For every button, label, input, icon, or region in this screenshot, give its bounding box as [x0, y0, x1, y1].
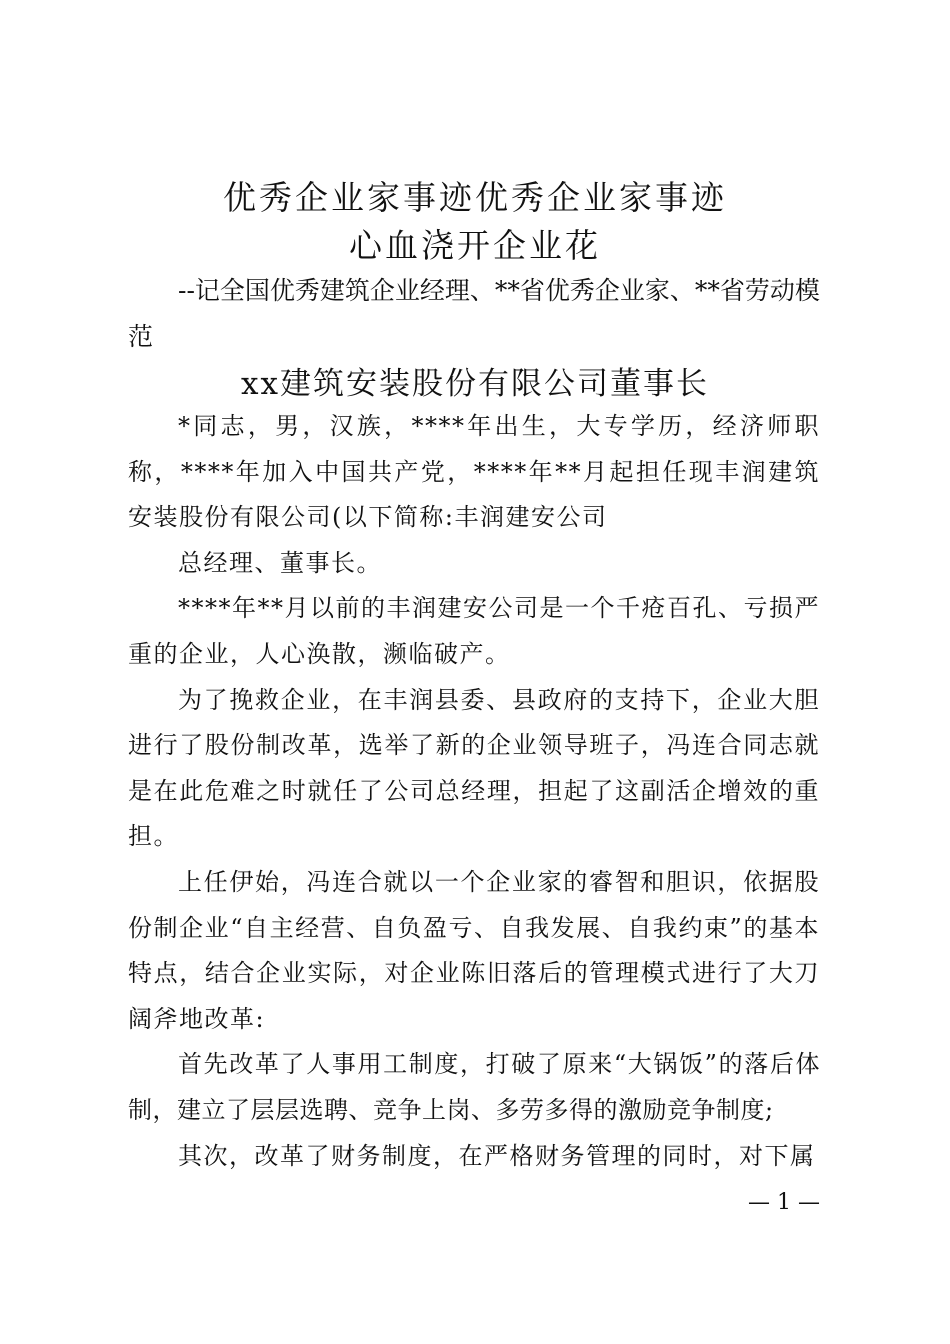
document-body — [128, 404, 820, 1179]
page-number: — 1 — — [748, 1190, 820, 1215]
paragraph: 其次，改革了财务制度，在严格财务管理的同时，对下属 — [178, 1141, 816, 1170]
paragraph: 上任伊始，冯连合就以一个企业家的睿智和胆识，依据股份制企业“自主经营、自负盈亏、自我发展、自我约束”的基本特点，结合企业实际，对企业陈旧落后的管理模式进行了大刀阔斧地改革: — [128, 867, 820, 1033]
paragraph: *同志，男，汉族，****年出生，大专学历，经济师职称，****年加入中国共产党，****年**月起担任现丰润建筑安装股份有限公司(以下简称:丰润建安公司 — [128, 412, 820, 532]
paragraph: 为了挽救企业，在丰润县委、县政府的支持下，企业大胆进行了股份制改革，选举了新的企业领导班子，冯连合同志就是在此危难之时就任了公司总经理，担起了这副活企增效的重担。 — [128, 685, 820, 851]
document-subtitle: --记全国优秀建筑企业经理、**省优秀企业家、**省劳动模范 — [128, 276, 820, 351]
paragraph: 首先改革了人事用工制度，打破了原来“大锅饭”的落后体制，建立了层层选聘、竞争上岗、多劳多得的激励竞争制度; — [128, 1050, 820, 1124]
document-headline: 心血浇开企业花 — [349, 226, 601, 265]
document-title: 优秀企业家事迹优秀企业家事迹 — [223, 178, 727, 217]
paragraph: 总经理、董事长。 — [178, 548, 382, 577]
paragraph: ****年**月以前的丰润建安公司是一个千疮百孔、亏损严重的企业，人心涣散，濒临破产。 — [128, 594, 820, 668]
company-title: xx建筑安装股份有限公司董事长 — [241, 366, 709, 402]
